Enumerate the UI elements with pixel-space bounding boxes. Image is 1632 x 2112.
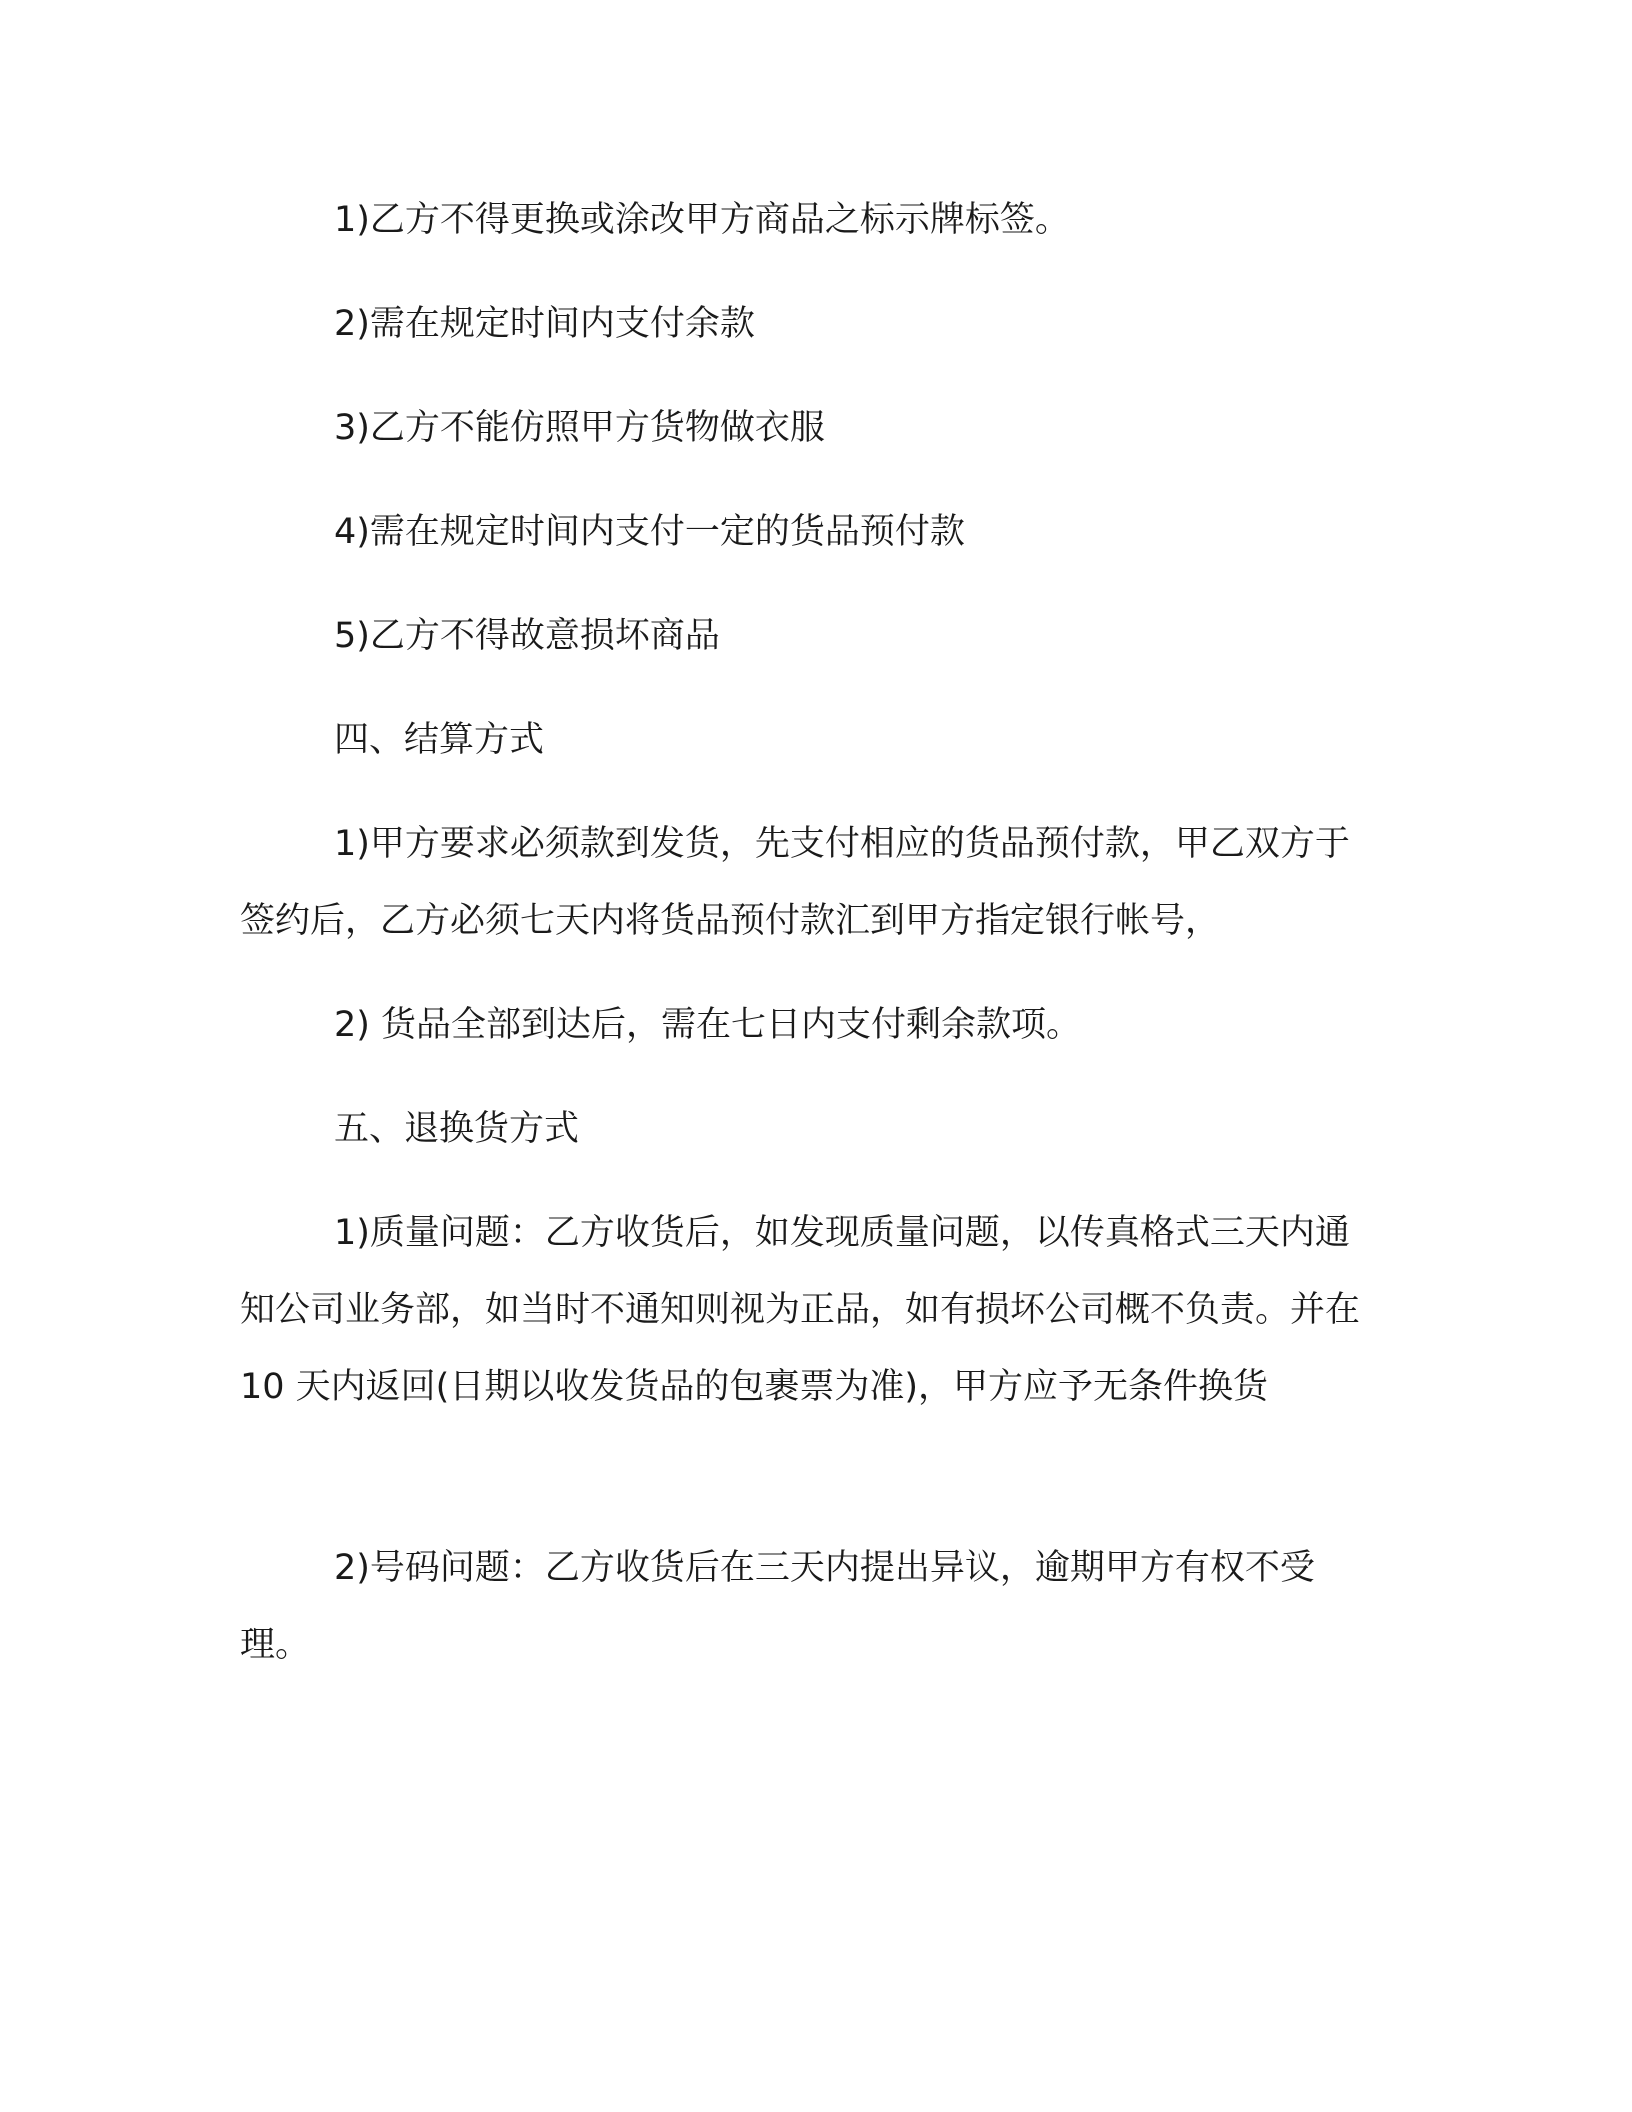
section-heading-4: 四、结算方式 — [334, 720, 545, 760]
paragraph-1: 1)乙方不得更换或涂改甲方商品之标示牌标签。 — [334, 200, 1070, 240]
paragraph-return-2: 2)号码问题：乙方收货后在三天内提出异议，逾期甲方有权不受理。 — [240, 1548, 1315, 1665]
paragraph-settlement-1: 1)甲方要求必须款到发货，先支付相应的货品预付款，甲乙双方于签约后，乙方必须七天内将货品预付款汇到甲方指定银行帐号， — [240, 824, 1350, 941]
paragraph-4: 4)需在规定时间内支付一定的货品预付款 — [334, 512, 965, 552]
paragraph-return-1: 1)质量问题：乙方收货后，如发现质量问题，以传真格式三天内通知公司业务部，如当时不通知则视为正品，如有损坏公司概不负责。并在 10 天内返回(日期以收发货品的包裹票为准)，甲方应予无条件换货 — [240, 1213, 1372, 1407]
paragraph-2: 2)需在规定时间内支付余款 — [334, 304, 755, 344]
paragraph-3: 3)乙方不能仿照甲方货物做衣服 — [334, 408, 825, 448]
paragraph-5: 5)乙方不得故意损坏商品 — [334, 616, 720, 656]
section-heading-5: 五、退换货方式 — [334, 1109, 580, 1149]
paragraph-settlement-2: 2) 货品全部到达后，需在七日内支付剩余款项。 — [334, 1005, 1082, 1045]
